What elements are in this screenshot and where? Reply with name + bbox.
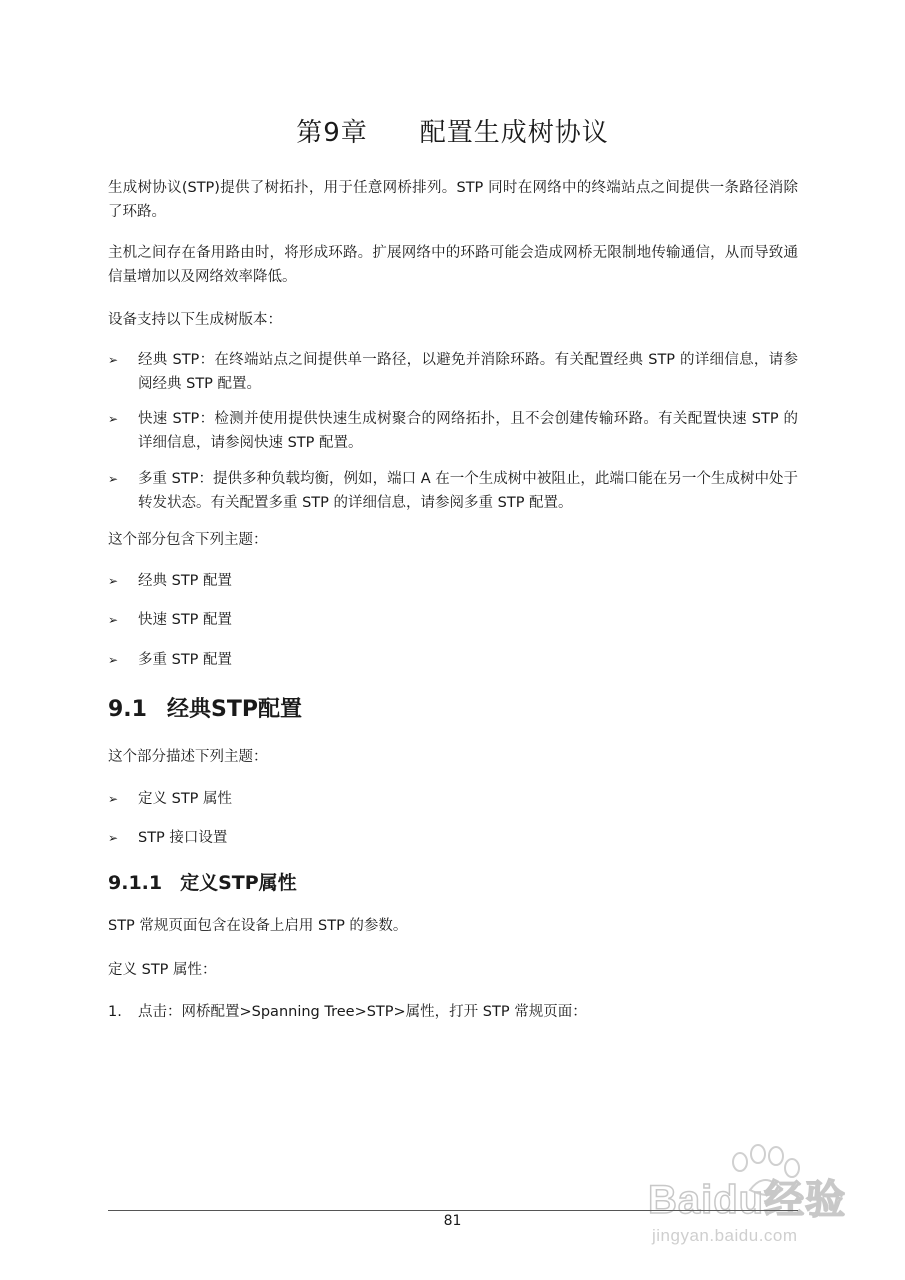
subsection-paragraph-2: 定义 STP 属性： — [108, 962, 217, 978]
bullet-arrow-icon: ➢ — [108, 792, 119, 806]
section-heading-9-1-1 — [108, 868, 297, 895]
topic-stp-interface: STP 接口设置 — [138, 830, 228, 846]
topic-rapid: 快速 STP 配置 — [138, 612, 233, 628]
topic-classic: 经典 STP 配置 — [138, 573, 233, 589]
list-item — [108, 569, 798, 593]
intro-paragraph-2: 主机之间存在备用路由时，将形成环路。扩展网络中的环路可能会造成网桥无限制地传输通信，从而导致通信量增加以及网络效率降低。 — [108, 245, 798, 285]
watermark-brand: Baidu经验 — [648, 1178, 847, 1222]
list-item — [108, 467, 798, 515]
list-item — [108, 826, 798, 850]
subsection-title: 定义STP属性 — [180, 872, 297, 894]
step-text: 点击：网桥配置>Spanning Tree>STP>属性，打开 STP 常规页面： — [138, 1004, 587, 1020]
version-rapid-stp: 快速 STP：检测并使用提供快速生成树聚合的网络拓扑，且不会创建传输环路。有关配置快速 STP 的详细信息，请参阅快速 STP 配置。 — [138, 411, 798, 451]
section-number: 9.1 — [108, 697, 147, 722]
footer-divider — [108, 1210, 798, 1211]
topics-intro: 这个部分包含下列主题： — [108, 532, 268, 548]
subsection-number: 9.1.1 — [108, 872, 163, 894]
list-item — [108, 608, 798, 632]
versions-intro: 设备支持以下生成树版本： — [108, 312, 282, 328]
numbered-step — [108, 1000, 798, 1024]
section-heading-9-1 — [108, 692, 302, 723]
intro-paragraph-1: 生成树协议(STP)提供了树拓扑，用于任意网桥排列。STP 同时在网络中的终端站点之间提供一条路径消除了环路。 — [108, 180, 798, 220]
bullet-arrow-icon: ➢ — [108, 574, 119, 588]
version-classic-stp: 经典 STP：在终端站点之间提供单一路径，以避免并消除环路。有关配置经典 STP 的详细信息，请参阅经典 STP 配置。 — [138, 352, 798, 392]
section-title: 经典STP配置 — [166, 697, 302, 722]
step-number: 1. — [108, 1004, 122, 1020]
topic-define-stp: 定义 STP 属性 — [138, 791, 233, 807]
subsection-paragraph-1: STP 常规页面包含在设备上启用 STP 的参数。 — [108, 918, 408, 934]
chapter-title — [0, 112, 905, 149]
page-number: 81 — [443, 1213, 462, 1229]
topic-multiple: 多重 STP 配置 — [138, 652, 233, 668]
chapter-number: 第9章 — [296, 118, 368, 148]
bullet-arrow-icon: ➢ — [108, 353, 119, 367]
bullet-arrow-icon: ➢ — [108, 831, 119, 845]
version-multiple-stp: 多重 STP：提供多种负载均衡，例如，端口 A 在一个生成树中被阻止，此端口能在另一个生成树中处于转发状态。有关配置多重 STP 的详细信息，请参阅多重 STP 配置。 — [138, 471, 798, 511]
bullet-arrow-icon: ➢ — [108, 412, 119, 426]
list-item — [108, 787, 798, 811]
watermark-url: jingyan.baidu.com — [652, 1226, 798, 1245]
bullet-arrow-icon: ➢ — [108, 472, 119, 486]
bullet-arrow-icon: ➢ — [108, 653, 119, 667]
list-item — [108, 407, 798, 455]
list-item — [108, 348, 798, 396]
list-item — [108, 648, 798, 672]
section-intro: 这个部分描述下列主题： — [108, 749, 268, 765]
baidu-watermark — [640, 1140, 880, 1270]
bullet-arrow-icon: ➢ — [108, 613, 119, 627]
chapter-title-text: 配置生成树协议 — [419, 118, 609, 148]
